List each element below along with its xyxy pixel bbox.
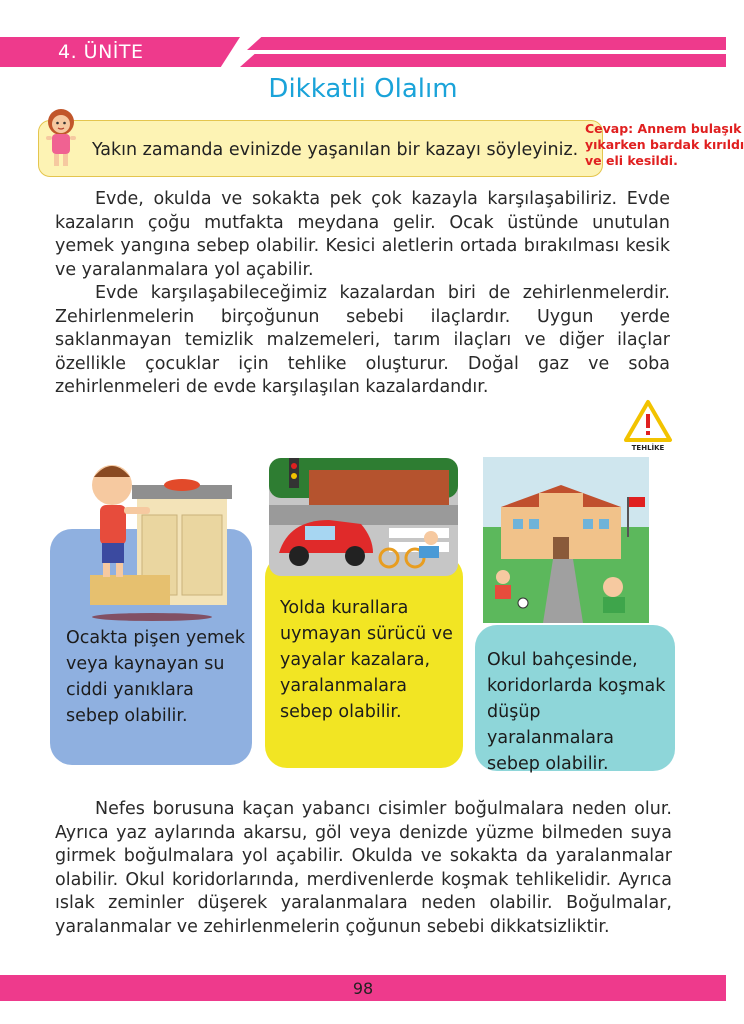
- question-text: Yakın zamanda evinizde yaşanılan bir kazayı söyleyiniz.: [92, 140, 579, 160]
- warning-sign-icon: [624, 400, 672, 452]
- card-school-text: Okul bahçesinde, koridorlarda koşmak düşüp yaralanmalara sebep olabilir.: [487, 650, 666, 774]
- card-road-text: Yolda kurallara uymayan sürücü ve yayalar kazalara, yaralanmalara sebep olabilir.: [280, 598, 453, 722]
- warning-sign-label: TEHLİKE: [631, 444, 665, 452]
- unit-label: 4. ÜNİTE: [58, 41, 144, 63]
- answer-text: Cevap: Annem bulaşık yıkarken bardak kırıldı ve eli kesildi.: [585, 121, 744, 168]
- page-title: Dikkatli Olalım: [268, 74, 458, 104]
- intro-text: [55, 188, 670, 400]
- intro-paragraph-2: Evde karşılaşabileceğimiz kazalardan biri de zehirlenmelerdir. Zehirlenmelerin birçoğunun sebebi ilaçlardır. Uygun yerde saklanmayan temizlik malzemeleri, tarım ilaçları ve diğer ilaçlar özellikle çocuklar için tehlike oluşturur. Doğal gaz ve soba zehirlenmeleri de evde karşılaşılan kazalardandır.: [55, 283, 670, 397]
- kitchen-illustration: [72, 455, 232, 620]
- school-illustration: [483, 457, 649, 623]
- header-stripe-top: [247, 37, 726, 50]
- closing-text: [55, 798, 672, 939]
- page-number: 98: [352, 979, 374, 998]
- intro-paragraph-1: Evde, okulda ve sokakta pek çok kazayla karşılaşabiliriz. Evde kazaların çoğu mutfakta meydana gelir. Ocak üstünde unutulan yemek yangına sebep olabilir. Kesici aletlerin ortada bırakılması kesik ve yaralanmalara yol açabilir.: [55, 189, 670, 280]
- road-illustration: [269, 458, 458, 576]
- closing-paragraph: Nefes borusuna kaçan yabancı cisimler boğulmalara neden olur. Ayrıca yaz aylarında akarsu, göl veya denizde yüzme bilmeden suya girmek boğulmalara yol açabilir. Okulda ve sokakta da yaralanmalar olabilir. Okul koridorlarında, merdivenlerde koşmak tehlikelidir. Ayrıca ıslak zeminler düşerek yaralanmalara neden olabilir. Boğulmalar, yaralanmalar ve zehirlenmelerin çoğunun sebebi dikkatsizliktir.: [55, 799, 672, 937]
- girl-icon: [40, 106, 82, 168]
- card-kitchen-text: Ocakta pişen yemek veya kaynayan su ciddi yanıklara sebep olabilir.: [66, 628, 245, 726]
- header-stripe-bottom: [240, 54, 726, 67]
